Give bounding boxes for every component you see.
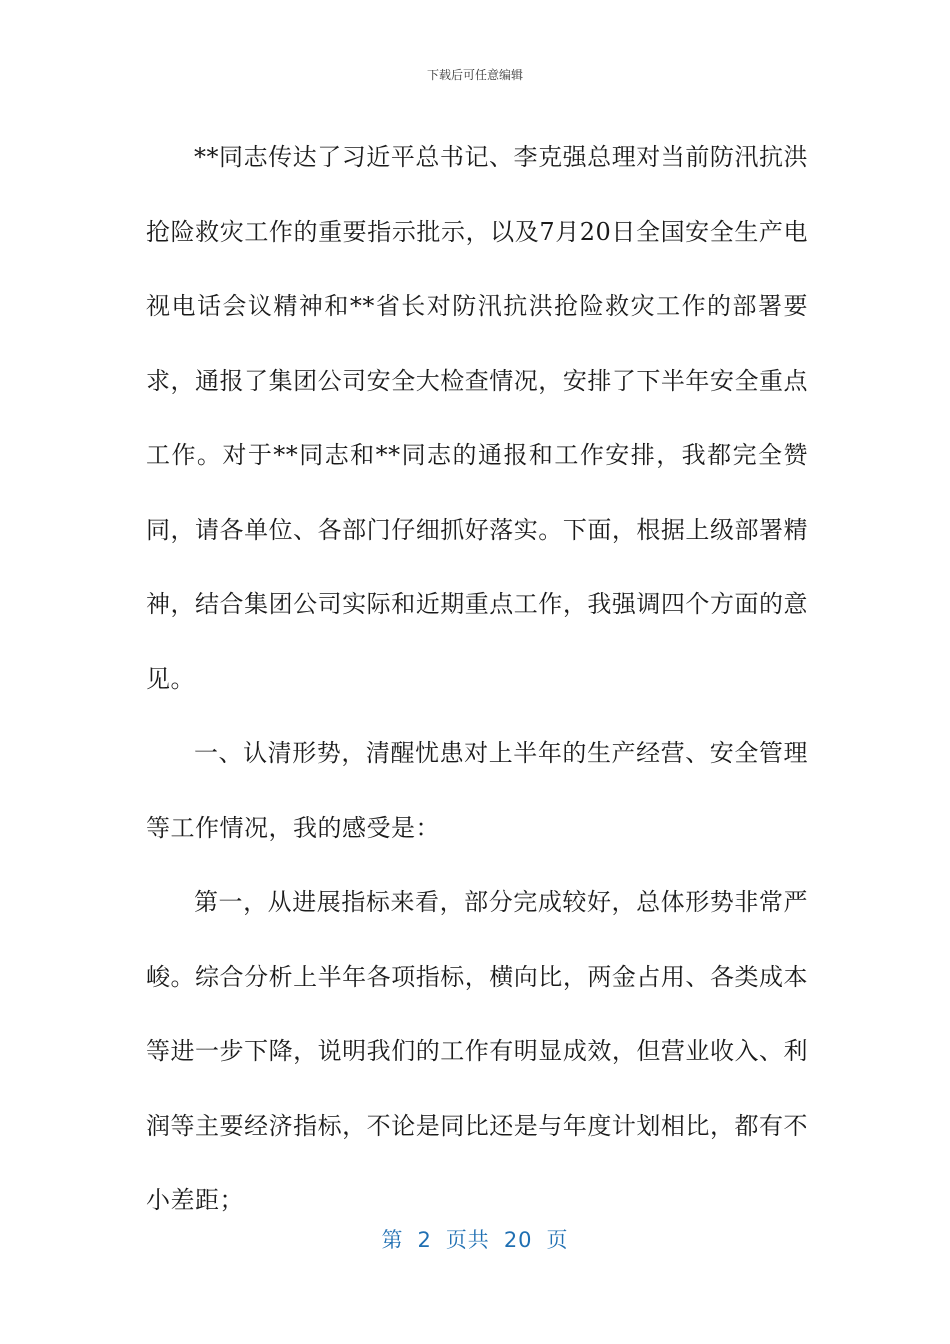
paragraph-1: **同志传达了习近平总书记、李克强总理对当前防汛抗洪抢险救灾工作的重要指示批示，以及7月20日全国安全生产电视电话会议精神和**省长对防汛抗洪抢险救灾工作的部署要求，通报了集团公司安全大检查情况，安排了下半年安全重点工作。对于**同志和**同志的通报和工作安排，我都完全赞同，请各单位、各部门仔细抓好落实。下面，根据上级部署精神，结合集团公司实际和近期重点工作，我强调四个方面的意见。: [146, 143, 808, 693]
document-body: [146, 120, 808, 1238]
paragraph-3: 第一，从进展指标来看，部分完成较好，总体形势非常严峻。综合分析上半年各项指标，横向比，两金占用、各类成本等进一步下降，说明我们的工作有明显成效，但营业收入、利润等主要经济指标，不论是同比还是与年度计划相比，都有不小差距；: [146, 888, 808, 1214]
page-footer: [0, 1224, 950, 1254]
footer-middle: 页共: [445, 1228, 490, 1252]
paragraph-2: 一、认清形势，清醒忧患对上半年的生产经营、安全管理等工作情况，我的感受是：: [146, 739, 808, 842]
page-header: 下载后可任意编辑: [426, 68, 523, 82]
footer-page-number: 2: [417, 1228, 432, 1252]
footer-prefix: 第: [381, 1228, 404, 1252]
footer-total-pages: 20: [503, 1228, 533, 1252]
footer-suffix: 页: [546, 1228, 569, 1252]
